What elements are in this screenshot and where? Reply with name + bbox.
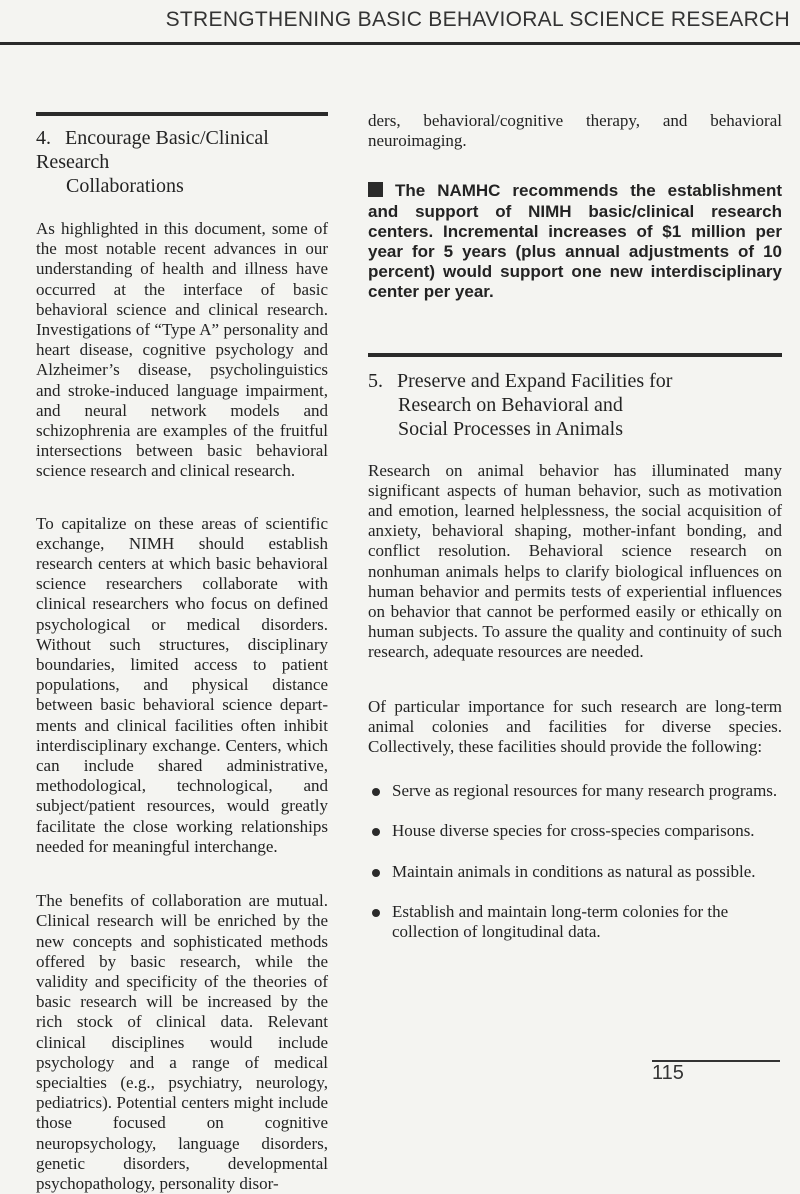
list-item bbox=[368, 902, 782, 942]
section-4-heading bbox=[36, 126, 328, 198]
section-4-rule bbox=[36, 112, 328, 116]
section-4-paragraph-2: To capitalize on these areas of scientific exchange, NIMH should establish research centers at which basic behavioral science researchers collaborate with clinical researchers who focus on defined psychological or medical disorders. Without such structures, disciplinary boundaries, limited access to patient populations, and physical distance between basic behavioral science departments and clinical facilities often inhibit interdisciplinary exchange. Centers, which can include shared administrative, methodological, technological, and subject/patient resources, would greatly facilitate the close working relationships needed for meaningful interchange. bbox=[36, 513, 328, 856]
square-bullet-icon bbox=[368, 182, 383, 197]
running-head: STRENGTHENING BASIC BEHAVIORAL SCIENCE RESEARCH bbox=[165, 8, 790, 31]
section-4-number: 4. bbox=[36, 127, 51, 149]
list-item bbox=[368, 821, 782, 841]
bullet-icon bbox=[372, 909, 380, 917]
left-column bbox=[36, 112, 328, 1194]
right-column bbox=[368, 111, 782, 942]
section-5-title-line2: Research on Behavioral and bbox=[398, 393, 623, 416]
section-5-title-line3: Social Processes in Animals bbox=[398, 417, 623, 440]
bullet-icon bbox=[372, 788, 380, 796]
section-5-number: 5. bbox=[368, 369, 383, 392]
list-item bbox=[368, 781, 782, 801]
list-item bbox=[368, 862, 782, 882]
recommendation-block bbox=[368, 181, 782, 302]
list-item-text: Establish and maintain long-term colonies for the collection of longitudinal data. bbox=[392, 901, 729, 942]
section-4-title-line2: Collaborations bbox=[66, 175, 184, 197]
bullet-icon bbox=[372, 828, 380, 836]
facility-list bbox=[368, 781, 782, 942]
recommendation-text: The NAMHC recommends the establishment and support of NIMH basic/clinical research centers. Incremental increases of $1 million per year for 5 years (plus annual adjustments of 10 percent) would support one new interdisciplinary center per year. bbox=[368, 181, 782, 302]
continuation-paragraph: ders, behavioral/cognitive therapy, and behavioral neuroimaging. bbox=[368, 111, 782, 151]
section-4-title-line1: Encourage Basic/Clinical Research bbox=[36, 127, 269, 173]
section-5-paragraph-1: Research on animal behavior has illuminated many significant aspects of human behavior, such as motivation and emotion, learned helplessness, the social acquisition of anxiety, behavioral shaping, mother-infant bonding, and conflict resolution. Behavioral science research on nonhuman animals helps to clarify biological influences on human behavior and permits tests of experiential influences on behavior that cannot be performed easily or ethically on human subjects. To assure the quality and continuity of such research, adequate resources are needed. bbox=[368, 460, 782, 662]
bullet-icon bbox=[372, 869, 380, 877]
list-item-text: House diverse species for cross-species comparisons. bbox=[392, 821, 755, 841]
list-item-text: Serve as regional resources for many research programs. bbox=[392, 781, 778, 801]
section-4-paragraph-1: As highlighted in this document, some of the most notable recent advances in our understanding of health and illness have occurred at the interface of basic behavioral science and clinical research. Investigations of “Type A” personality and heart disease, cognitive psychology and Alzheimer’s disease, psycholinguistics and stroke-induced language impairment, and neural network models and schizophrenia are examples of the fruitful intersections between basic behavioral science research and clinical research. bbox=[36, 219, 328, 481]
section-4-paragraph-3: The benefits of collaboration are mutual. Clinical research will be enriched by the new concepts and sophisticated methods offered by basic research, while the validity and specificity of the theories of basic research will be increased by the rich stock of clinical data. Relevant clinical disciplines would include psychology and a range of medical specialties (e.g., psychiatry, neurology, pediatrics). Potential centers might include those focused on cognitive neuropsychology, language disorders, genetic disorders, developmental psychopathology, personality disor- bbox=[36, 891, 328, 1193]
section-5-title-line1: Preserve and Expand Facilities for bbox=[397, 369, 673, 392]
list-item-text: Maintain animals in conditions as natural as possible. bbox=[392, 861, 756, 881]
page-number: 115 bbox=[652, 1062, 684, 1084]
section-5-paragraph-2: Of particular importance for such research are long-term animal colonies and facilities for diverse species. Collectively, these facilities should provide the following: bbox=[368, 696, 782, 757]
header-rule bbox=[0, 42, 800, 45]
section-5-rule bbox=[368, 353, 782, 357]
section-5-heading bbox=[368, 369, 782, 441]
